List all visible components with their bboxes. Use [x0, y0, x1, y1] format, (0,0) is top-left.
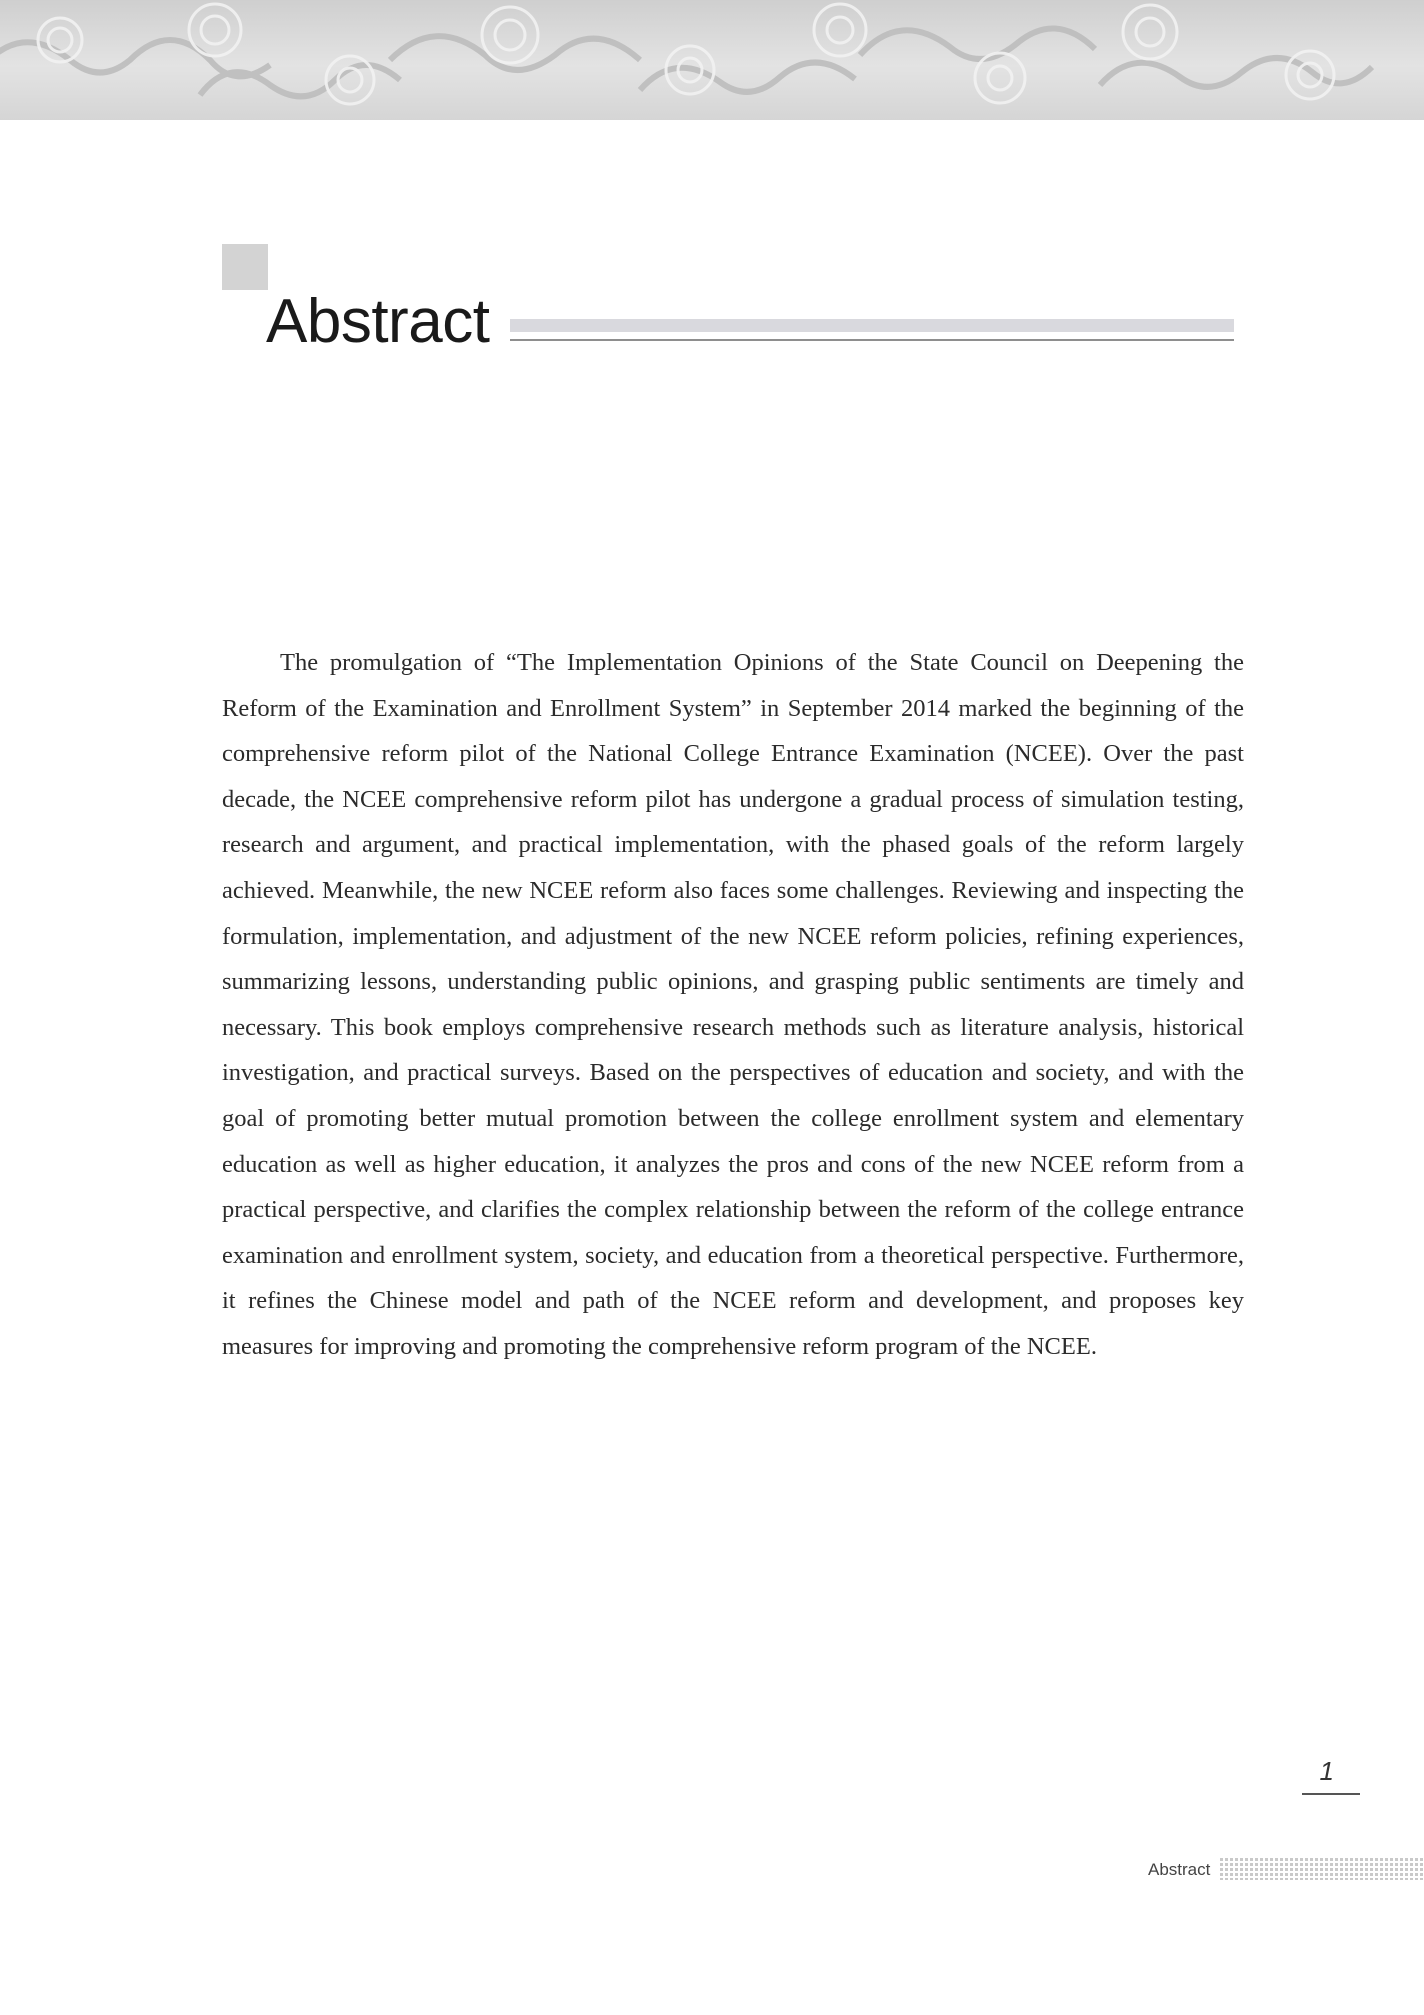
cloud-pattern-banner — [0, 0, 1424, 120]
footer-dot-pattern — [1218, 1858, 1424, 1880]
page-number-rule — [1302, 1793, 1360, 1795]
title-decor-square — [222, 244, 268, 290]
page-title: Abstract — [266, 287, 490, 356]
page-number: 1 — [1319, 1756, 1334, 1786]
cloud-pattern-icon — [0, 0, 1424, 120]
running-footer-label: Abstract — [1148, 1860, 1211, 1879]
title-underline — [510, 339, 1234, 341]
abstract-paragraph: The promulgation of “The Implementation Opinions of the State Council on Deepening the Reform of the Examination and Enrollment System” in September 2014 marked the beginning of the comprehensive reform pilot of the National College Entrance Examination (NCEE). Over the past decade, the NCEE comprehensive reform pilot has undergone a gradual process of simulation testing, research and argument, and practical implementation, with the phased goals of the reform largely achieved. Meanwhile, the new NCEE reform also faces some challenges. Reviewing and inspecting the formulation, implementation, and adjustment of the new NCEE reform policies, refining experiences, summarizing lessons, understanding public opinions, and grasping public sentiments are timely and necessary. This book employs comprehensive research methods such as literature analysis, historical investigation, and practical surveys. Based on the perspectives of education and society, and with the goal of promoting better mutual promotion between the college enrollment system and elementary education as well as higher education, it analyzes the pros and cons of the new NCEE reform from a practical perspective, and clarifies the complex relationship between the reform of the college entrance examination and enrollment system, society, and education from a theoretical perspective. Furthermore, it refines the Chinese model and path of the NCEE reform and development, and proposes key measures for improving and promoting the comprehensive reform program of the NCEE. — [222, 649, 1244, 1360]
title-rule — [510, 319, 1234, 332]
